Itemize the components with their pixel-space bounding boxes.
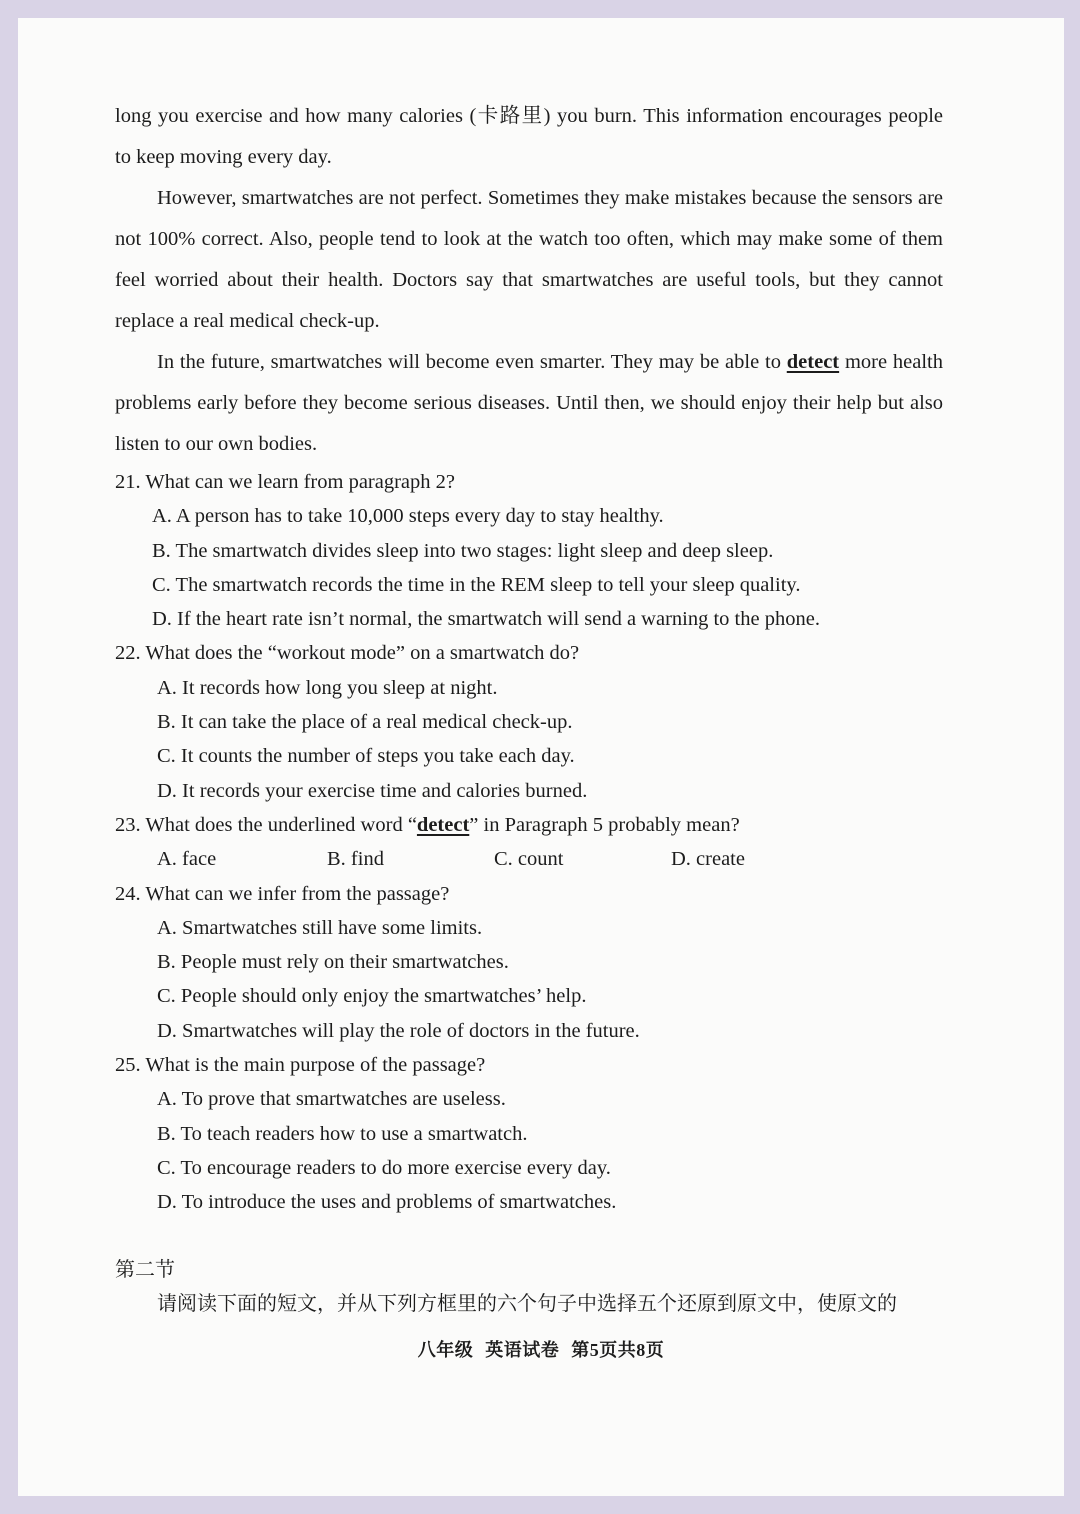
question-22-option-c: C. It counts the number of steps you take each day. xyxy=(157,745,575,768)
question-25-stem: 25. What is the main purpose of the passage? xyxy=(115,1054,486,1077)
page-content xyxy=(115,96,943,1321)
question-23-option-a: A. face xyxy=(157,848,217,871)
question-22-stem: 22. What does the “workout mode” on a smartwatch do? xyxy=(115,642,580,665)
footer-subject: 英语试卷 xyxy=(485,1340,560,1360)
passage-line-continued: long you exercise and how many calories (卡路里) you burn. This information encourages people xyxy=(115,105,943,127)
question-22-option-a: A. It records how long you sleep at night. xyxy=(157,676,498,699)
question-21-option-c: C. The smartwatch records the time in the REM sleep to tell your sleep quality. xyxy=(152,573,801,596)
question-21 xyxy=(115,465,943,636)
underlined-word-detect: detect xyxy=(786,351,840,373)
question-24 xyxy=(115,877,943,1048)
question-22 xyxy=(115,636,943,807)
question-21-option-d: D. If the heart rate isn’t normal, the smartwatch will send a warning to the phone. xyxy=(152,608,820,631)
question-24-option-a: A. Smartwatches still have some limits. xyxy=(157,916,483,939)
question-23-stem xyxy=(115,808,943,842)
question-24-option-b: B. People must rely on their smartwatches. xyxy=(157,951,509,974)
question-25-option-b: B. To teach readers how to use a smartwatch. xyxy=(157,1122,528,1145)
question-25-option-d: D. To introduce the uses and problems of smartwatches. xyxy=(157,1191,617,1214)
question-23 xyxy=(115,808,943,877)
question-25 xyxy=(115,1048,943,1219)
question-23-option-c: C. count xyxy=(494,848,564,871)
question-25-option-c: C. To encourage readers to do more exercise every day. xyxy=(157,1156,611,1179)
paragraph-5-text-after: more health problems early before they become serious diseases. Until then, we should enjoy their help but also listen to our own bodies. xyxy=(115,351,943,455)
question-24-stem: 24. What can we infer from the passage? xyxy=(115,882,450,905)
question-24-option-c: C. People should only enjoy the smartwatches’ help. xyxy=(157,985,587,1008)
question-23-options xyxy=(115,842,943,876)
section-2-instruction: 请阅读下面的短文，并从下列方框里的六个句子中选择五个还原到原文中，使原文的 xyxy=(157,1292,897,1315)
question-23-option-b: B. find xyxy=(327,848,384,871)
paragraph-5-text-before: In the future, smartwatches will become even smarter. They may be able to xyxy=(157,351,787,373)
question-22-option-b: B. It can take the place of a real medical check-up. xyxy=(157,711,573,734)
passage-paragraph-5 xyxy=(115,342,943,465)
question-23-underlined-word: detect xyxy=(416,813,470,836)
question-21-stem: 21. What can we learn from paragraph 2? xyxy=(115,471,455,493)
footer-page-number: 第5页共8页 xyxy=(571,1340,665,1360)
page-footer xyxy=(18,1336,1064,1362)
passage-paragraph-4: However, smartwatches are not perfect. Sometimes they make mistakes because the sensors are not 100% correct. Also, people tend to look at the watch too often, which may make some of them feel worried about their health. Doctors say that smartwatches are useful tools, but they cannot replace a real medical check-up. xyxy=(115,187,943,332)
question-21-option-b: B. The smartwatch divides sleep into two stages: light sleep and deep sleep. xyxy=(152,539,774,562)
question-23-stem-before: 23. What does the underlined word “ xyxy=(115,813,417,836)
question-21-option-a: A. A person has to take 10,000 steps every day to stay healthy. xyxy=(152,505,664,528)
question-23-option-d: D. create xyxy=(671,848,745,871)
question-23-stem-after: ” in Paragraph 5 probably mean? xyxy=(469,813,740,836)
question-24-option-d: D. Smartwatches will play the role of doctors in the future. xyxy=(157,1019,640,1042)
footer-grade: 八年级 xyxy=(417,1340,474,1360)
exam-page xyxy=(18,18,1064,1496)
section-2-title: 第二节 xyxy=(115,1258,175,1281)
question-22-option-d: D. It records your exercise time and calories burned. xyxy=(157,779,588,802)
question-25-option-a: A. To prove that smartwatches are useless. xyxy=(157,1088,506,1111)
passage-line-continued-end: to keep moving every day. xyxy=(115,146,332,168)
